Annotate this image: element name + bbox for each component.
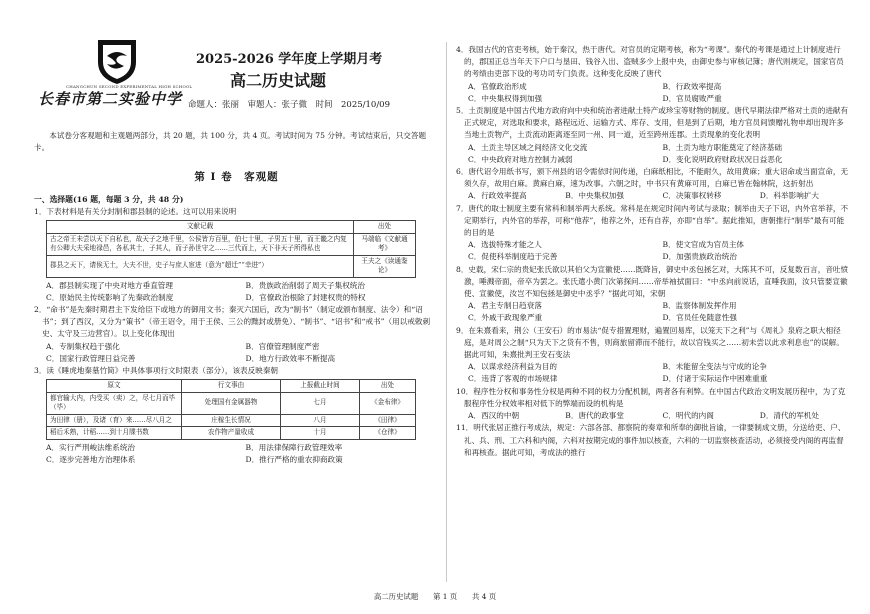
option-a[interactable]: A．君主专制日趋衰落 [468, 301, 542, 311]
option-a[interactable]: A．官僚政治形成 [468, 81, 527, 91]
question-2-options [46, 341, 439, 365]
table-cell: 都官输大内，内受买（卖）之，尽七月而毕（毕） [47, 392, 182, 414]
option-a[interactable]: A．专制集权趋于强化 [46, 341, 120, 351]
option-b[interactable]: B．行政效率提高 [662, 81, 722, 91]
table-cell: 处理国有金属器物 [182, 392, 281, 414]
option-a[interactable]: A．行政效率提高 [468, 191, 527, 201]
question-7-options [468, 239, 851, 263]
school-logo-icon [94, 36, 140, 86]
question-10-options [468, 410, 851, 422]
question-1-options [46, 280, 439, 304]
option-b[interactable]: B．贵族政治削弱了周天子集权统治 [245, 280, 365, 290]
table-cell: 古之帝王未尝以天下自私也，故天子之地千里，公侯皆方百里，伯七十里，子男五十里，而王畿之内复有公卿大夫采地禄邑，各私其土，子其人，而子孙世守之……三代而上，天下非天子所得私也 [47, 233, 354, 255]
option-d[interactable]: D．科举影响扩大 [759, 191, 819, 201]
table-header: 文献记载 [47, 221, 354, 234]
option-b[interactable]: B．监察体制发挥作用 [662, 301, 737, 311]
option-d[interactable]: D．地方行政效率不断提高 [245, 353, 336, 363]
option-b[interactable]: B．使文官成为官员主体 [662, 240, 745, 250]
table-row [47, 233, 416, 255]
option-d[interactable]: D．付诸于实际运作中困难重重 [662, 374, 768, 384]
option-d[interactable]: D．加强贵族政治统治 [662, 252, 737, 262]
exam-intro: 本试卷分客观题和主观题两部分，共 20 题，共 100 分，共 4 页。考试时间为 75 分钟。考试结束后，只交答题卡。 [34, 131, 427, 153]
question-8-options [468, 300, 851, 324]
question-1-table [46, 220, 416, 278]
option-a[interactable]: A．以谋求经济利益为目的 [468, 362, 558, 372]
exam-setters: 命题人：张丽 审题人：张子微 时间 2025/10/09 [188, 100, 390, 110]
table-row [47, 255, 416, 277]
question-5-stem: 5．土贡制度是中国古代地方政府向中央和统治者进献土特产或珍宝等财物的制度。唐代早期法律严格对土贡的进献有正式规定，对选取和要求，路程远近、运输方式、库存、支用，但是到了后期，地方官员间馈赠礼物申却出现许多当地土贡物产，土贡流动距离逐至同一州、同一道，近至跨州连郡。土贡现象的变化表明 [456, 106, 849, 140]
question-4-stem: 4．我国古代的官吏考核，始于秦汉，热于唐代。对官员的定期考核，称为“考课”。秦代的考课是通过上计制度进行的，郡国正总当年天下户口与垦田、钱谷入出、盗贼多少上报中央，由御史参与审核记簿；唐代则规定，国家官员的考绩由吏部下设的考功司专门负责。这种变化反映了唐代 [456, 45, 844, 79]
section-title: 第 I 卷 客观题 [194, 170, 279, 183]
question-9-options [468, 361, 851, 385]
option-d[interactable]: D．官员腐败严重 [662, 93, 722, 103]
column-divider [446, 42, 447, 582]
right-column [456, 44, 851, 459]
question-11-stem: 11．明代张居正推行考成法，规定：六部各部、都察院的奏章和所奉的御批旨谕，一律要制成文册，分送给吏、户、礼、兵、刑、工六科和内阁，六科对按期完成的事件加以核查，六科的一切监察核查活动，必须接受内阁的再监督和再核查。据此可知，考成法的推行 [456, 423, 846, 457]
option-d[interactable]: D．变化说明政府财政状况日益恶化 [662, 154, 783, 164]
table-cell: 十月 [281, 427, 360, 440]
option-a[interactable]: A．土贡主导区域之间经济文化交流 [468, 142, 588, 152]
option-a[interactable]: A．西汉的中朝 [468, 411, 520, 421]
table-cell: 七月 [281, 392, 360, 414]
option-b[interactable]: B．土贡为地方职能奠定了经济基础 [662, 142, 782, 152]
option-c[interactable]: C．外戚干政现象严重 [468, 313, 543, 323]
table-cell: 《田律》 [360, 414, 416, 427]
table-row [47, 427, 416, 440]
question-7-stem: 7．唐代的取士制度主要有常科和制举两大系统。常科是在规定时间内考试与录取；制举由天子下诏，内外官举荐，不定期举行，内外官的举荐，可称“他荐”，他荐之外，还有自荐，亦即“自举”。据此推知，唐朝推行“制举”最有可能的目的是 [456, 203, 849, 238]
question-2-stem: 2．“命书”是先秦时期君主下发给臣下或地方的御用文书；秦灭六国后，改为“制书”（制定或颁布制度、法令）和“诏书”；到了西汉，又分为“策书”（帝王诏令，用于王侯、三公的黜封或册免）、“制书”、“诏书”和“戒书”（用以戒敕刺史、太守及三边营官）。以上变化体现出 [34, 304, 431, 339]
option-a[interactable]: A．选拔特殊才能之人 [468, 240, 542, 250]
part-heading: 一、选择题(16 题，每题 3 分，共 48 分) [34, 194, 184, 204]
question-9-stem: 9．在朱熹看来，荆公（王安石）的市易法“促专措置理财，遍置回易库，以笼天下之利”与《周礼》泉府之职大相径庭，是对周公之制“只为天下之货有不售，则商旅留滞而不能行，故以官钱买之……初未尝以此求利息也”的误解。据此可知，朱熹批判王安石变法 [456, 325, 844, 360]
table-row [47, 414, 416, 427]
option-c[interactable]: C．中央集权得到加强 [468, 93, 543, 103]
option-b[interactable]: B．用法律保障行政管理效率 [245, 442, 343, 452]
option-b[interactable]: B．未能留全变法与守成的论争 [662, 362, 767, 372]
option-b[interactable]: B．唐代的政事堂 [565, 411, 624, 421]
table-cell: 马端临《文献通考》 [354, 233, 416, 255]
option-c[interactable]: C．原始民主传统影响了先秦政治制度 [46, 292, 174, 302]
table-row [47, 392, 416, 414]
table-cell: 农作物产量收成 [182, 427, 281, 440]
left-column [34, 36, 439, 466]
option-a[interactable]: A．实行严刑峻法维系统治 [46, 442, 136, 452]
table-header: 行文事由 [182, 380, 281, 393]
question-5-options [468, 142, 851, 166]
table-cell: 《仓律》 [360, 427, 416, 440]
exam-title: 2025-2026 学年度上学期月考 [196, 52, 383, 67]
option-c[interactable]: C．违背了客观的市场规律 [468, 374, 558, 384]
table-header: 出处 [360, 380, 416, 393]
question-3-options [46, 442, 439, 466]
option-d[interactable]: D．清代的军机处 [759, 411, 819, 421]
page-footer: 高二历史试题 第 1 页 共 4 页 [373, 592, 497, 601]
table-cell: 为田律（册），及诸（育）来……尽八月之 [47, 414, 182, 427]
question-3-stem: 3．读《睡虎地秦墓竹简》中具体事项行文时限表（部分），该表反映秦朝 [34, 365, 279, 375]
table-header: 上报截止时间 [281, 380, 360, 393]
option-c[interactable]: C．促使科举制度趋于完善 [468, 252, 558, 262]
question-4-options [468, 81, 851, 105]
table-header: 出处 [354, 221, 416, 234]
table-cell: 郡县之天下，请俟无土，大夫不世，史子与庶人宦进（意为“超迁”“幸进”） [47, 255, 354, 277]
table-cell: 王夫之《读通鉴论》 [354, 255, 416, 277]
question-6-options [468, 190, 851, 202]
question-3-table [46, 379, 416, 440]
option-a[interactable]: A．郡县制实现了中央对地方垂直管理 [46, 280, 173, 290]
question-6-stem: 6．唐代诏令用纸书写，颁下州县的诏令需依时间传递，白麻纸相比，不能耐久，故用黄麻；重大诏命或当面宣命，无须久存，故用白麻。黄麻白麻，速为改事。六朝之时，中书只有黄麻可用，白麻已皆在翰林院，这折射出 [456, 167, 849, 189]
exam-header [34, 36, 439, 116]
school-name: 长春市第二实验中学 [38, 90, 183, 108]
option-c[interactable]: C．国家行政管理日益完善 [46, 353, 136, 363]
question-10-stem: 10．程序性分权和事务性分权是两种不同的权力分配机制，两者各有利弊。在中国古代政治文明发展历程中，为了克服程序性分权效率相对低下的弊端而设的机构是 [456, 386, 846, 408]
option-b[interactable]: B．官僚管理制度严密 [245, 341, 320, 351]
school-name-en: CHANGCHUN SECOND EXPERIMENTAL HIGH SCHOOL [66, 84, 193, 89]
option-d[interactable]: D．官员任免随意性强 [662, 313, 737, 323]
table-cell: 八月 [281, 414, 360, 427]
option-c[interactable]: C．中央政府对地方控制力减弱 [468, 154, 573, 164]
question-1-stem: 1．下表材料是有关分封制和郡县制的论述。这可以用来说明 [34, 206, 237, 216]
table-cell: 稻后禾熟，计稻……到十月牒书数 [47, 427, 182, 440]
subject-title: 高二历史试题 [230, 71, 327, 90]
table-cell: 庄稼生长情况 [182, 414, 281, 427]
option-b[interactable]: B．中央集权加强 [565, 191, 624, 201]
question-8-stem: 8．史载，宋仁宗的贵妃张氏欲以其伯父为宣徽使……既降旨，御史中丞包拯乞对，大陈其不可，反复数百言，音吐愤激，唾溅帝面，帝卒为罢之。张氏遣小黄门次第探问……帝举袖拭面曰：“中丞向前说话，直唾我面，汝只管要宣徽使、宣徽使，汝岂不知包拯是御史中丞乎？”据此可知，宋朝 [456, 264, 849, 299]
option-d[interactable]: D．官僚政治根除了封建权贵的特权 [245, 292, 366, 302]
table-header: 原文 [47, 380, 182, 393]
option-c[interactable]: C．逐步完善地方治理体系 [46, 454, 136, 464]
table-cell: 《金布律》 [360, 392, 416, 414]
option-c[interactable]: C．决策事权转移 [662, 191, 722, 201]
option-c[interactable]: C．明代的内阁 [662, 411, 714, 421]
option-d[interactable]: D．推行严格的重农抑商政策 [245, 454, 343, 464]
